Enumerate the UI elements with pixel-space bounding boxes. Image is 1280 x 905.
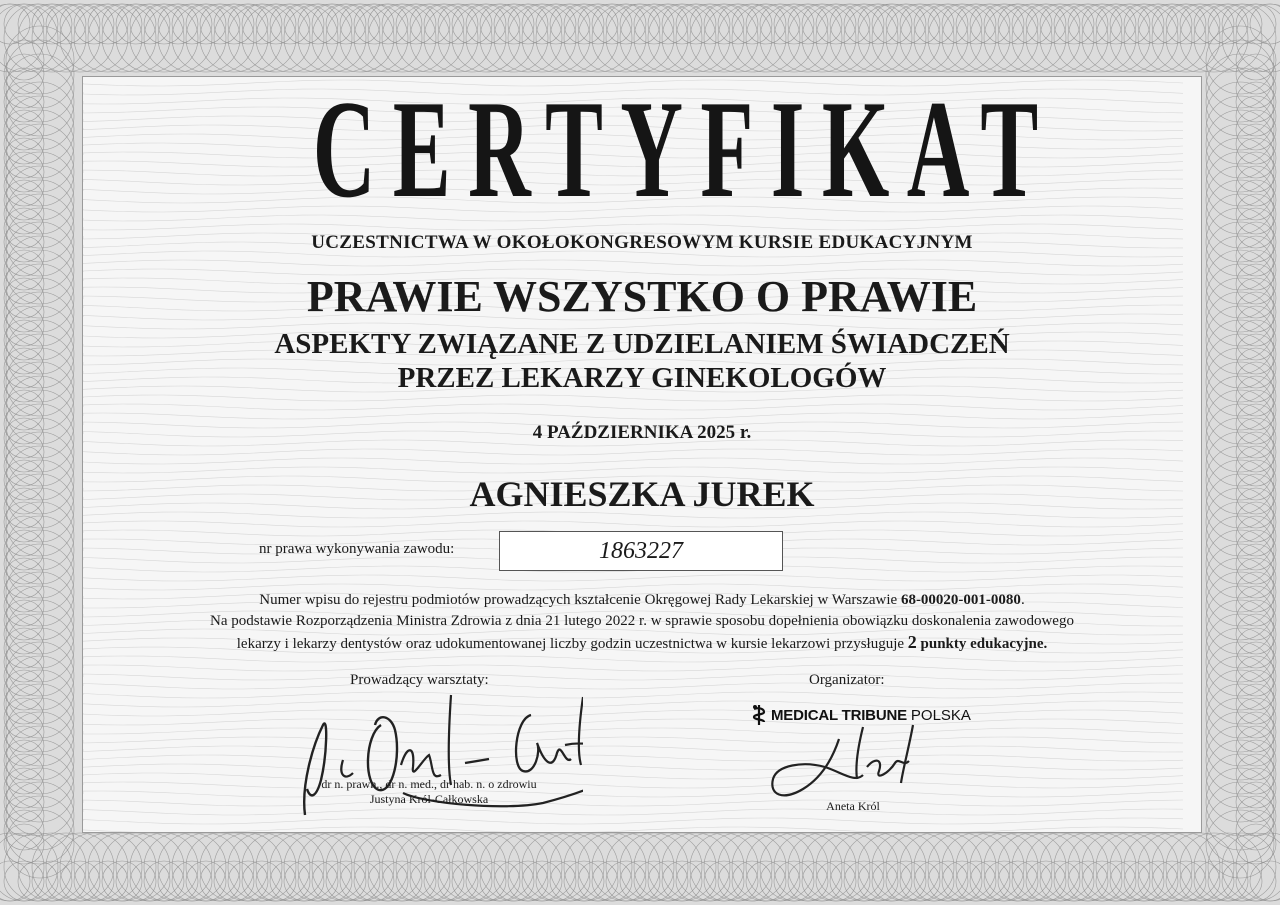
points-label: punkty edukacyjne. xyxy=(916,636,1048,652)
points-text-prefix: lekarzy i lekarzy dentystów oraz udokumentowanej liczby godzin uczestnictwa w kursie lekarzowi przysługuje xyxy=(236,636,908,652)
registry-text-suffix: . xyxy=(1020,592,1025,608)
certificate-title: CERTYFIKAT xyxy=(312,76,1056,227)
certificate-content xyxy=(83,77,1201,832)
points-number: 2 xyxy=(907,632,917,652)
course-date: 4 PAŹDZIERNIKA 2025 r. xyxy=(532,422,752,443)
course-name: PRAWIE WSZYSTKO O PRAWIE xyxy=(306,272,978,321)
lead-label: Prowadzący warsztaty: xyxy=(350,672,489,688)
logo-main-text: MEDICAL TRIBUNE xyxy=(771,706,907,724)
lead-name: Justyna Król-Całkowska xyxy=(369,792,489,806)
lead-academic-title: dr n. prawn., dr n. med., dr hab. n. o zdrowiu xyxy=(321,777,537,791)
course-subtitle-line1: ASPEKTY ZWIĄZANE Z UDZIELANIEM ŚWIADCZEŃ xyxy=(274,328,1010,360)
participant-name: AGNIESZKA JUREK xyxy=(469,474,815,514)
certificate-subtitle: UCZESTNICTWA W OKOŁOKONGRESOWYM KURSIE EDUKACYJNYM xyxy=(311,232,973,253)
registry-number: 68-00020-001-0080 xyxy=(900,592,1021,608)
organizer-name: Aneta Król xyxy=(826,799,880,813)
certificate-panel xyxy=(82,76,1202,833)
points-text xyxy=(103,632,1181,655)
regulation-text: Na podstawie Rozporządzenia Ministra Zdrowia z dnia 21 lutego 2022 r. w sprawie sposobu dopełnienia obowiązku doskonalenia zawodowego xyxy=(210,613,1074,629)
organizer-label: Organizator: xyxy=(809,672,885,688)
logo-sub-text: POLSKA xyxy=(910,706,971,724)
organizer-signature xyxy=(763,717,933,807)
registry-text-prefix: Numer wpisu do rejestru podmiotów prowadzących kształcenie Okręgowej Rady Lekarskiej w Warszawie xyxy=(259,592,901,608)
license-number-field: 1863227 xyxy=(499,531,783,571)
registry-text xyxy=(103,590,1181,611)
course-subtitle-line2: PRZEZ LEKARZY GINEKOLOGÓW xyxy=(397,362,887,394)
license-label: nr prawa wykonywania zawodu: xyxy=(259,541,455,557)
